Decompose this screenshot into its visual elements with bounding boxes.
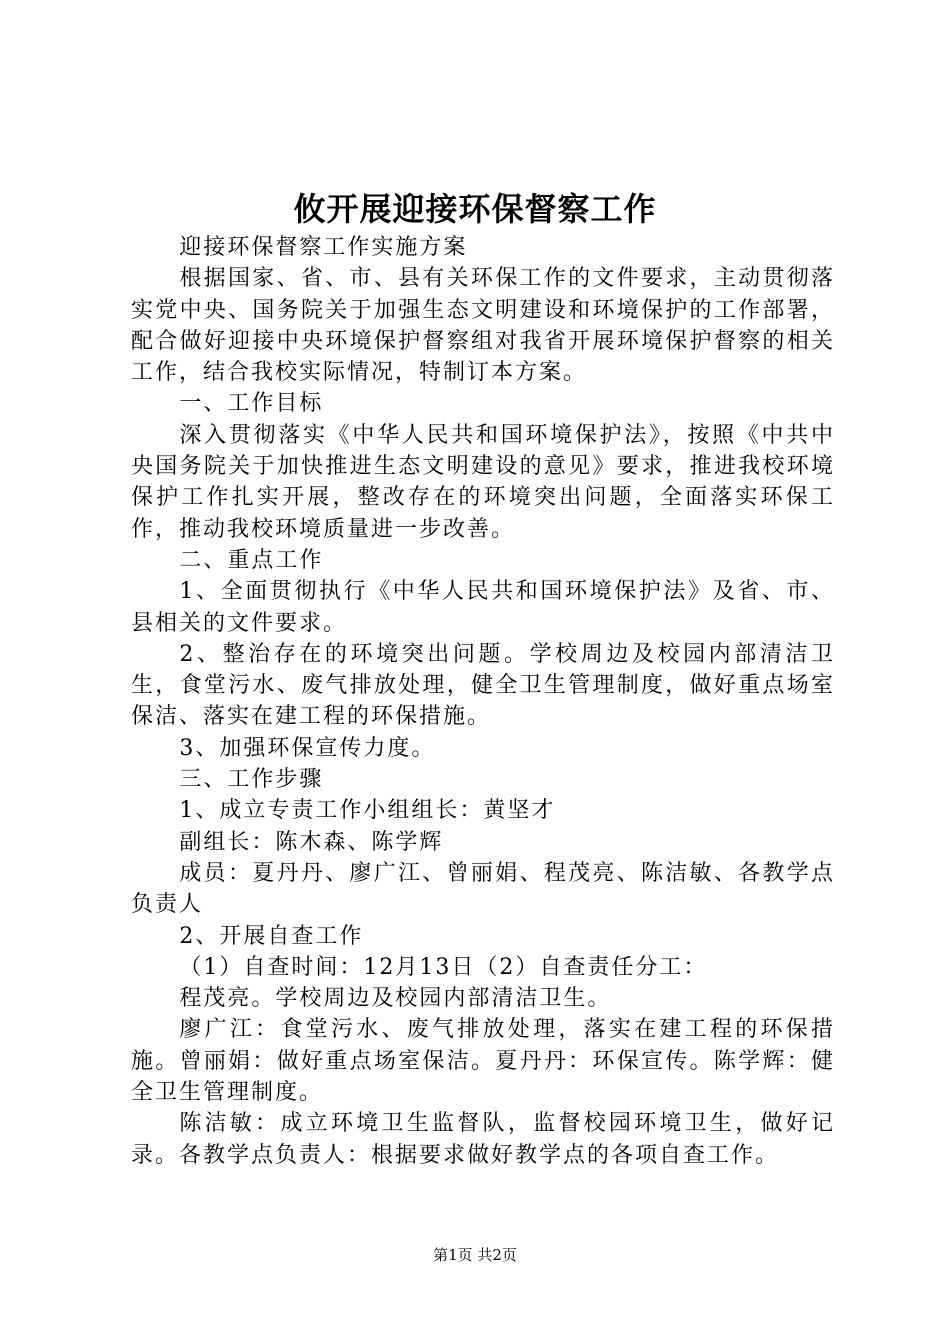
paragraph-duty-2: 廖广江：食堂污水、废气排放处理，落实在建工程的环保措施。曾丽娟：做好重点场室保洁。夏丹丹：环保宣传。陈学辉：健全卫生管理制度。 [131,1017,835,1106]
paragraph-intro: 根据国家、省、市、县有关环保工作的文件要求，主动贯彻落实党中央、国务院关于加强生态文明建设和环境保护的工作部署，配合做好迎接中央环境保护督察组对我省开展环境保护督察的相关工作，结合我校实际情况，特制订本方案。 [131,266,835,386]
heading-goals: 一、工作目标 [179,391,324,417]
paragraph-members: 成员：夏丹丹、廖广江、曾丽娟、程茂亮、陈洁敏、各教学点负责人 [131,860,835,918]
paragraph-duty-3: 陈洁敏：成立环境卫生监督队，监督校园环境卫生，做好记录。各教学点负责人：根据要求做好教学点的各项自查工作。 [131,1111,835,1168]
heading-steps: 三、工作步骤 [179,767,324,793]
paragraph-deputy-leaders: 副组长：陈木森、陈学辉 [179,829,444,855]
paragraph-key-work-2: 2、整治存在的环境突出问题。学校周边及校园内部清洁卫生，食堂污水、废气排放处理，健全卫生管理制度，做好重点场室保洁、落实在建工程的环保措施。 [131,641,835,730]
document-body [131,232,835,1171]
paragraph-plan-title: 迎接环保督察工作实施方案 [179,235,468,260]
paragraph-step-2: 2、开展自查工作 [179,923,364,949]
paragraph-key-work-3: 3、加强环保宣传力度。 [179,735,436,761]
document-title: 攸开展迎接环保督察工作 [293,190,657,228]
heading-key-work: 二、重点工作 [179,547,324,573]
paragraph-duty-1: 程茂亮。学校周边及校园内部清洁卫生。 [179,986,612,1012]
paragraph-key-work-1: 1、全面贯彻执行《中华人民共和国环境保护法》及省、市、县相关的文件要求。 [131,579,835,636]
paragraph-goals: 深入贯彻落实《中华人民共和国环境保护法》，按照《中共中央国务院关于加快推进生态文明建设的意见》要求，推进我校环境保护工作扎实开展，整改存在的环境突出问题，全面落实环保工作，推动我校环境质量进一步改善。 [131,422,835,542]
paragraph-self-check-time: （1）自查时间：12月13日（2）自查责任分工： [179,954,708,980]
page-number-footer: 第1页 共2页 [433,1246,517,1264]
paragraph-step-1: 1、成立专责工作小组组长：黄坚才 [179,798,556,824]
